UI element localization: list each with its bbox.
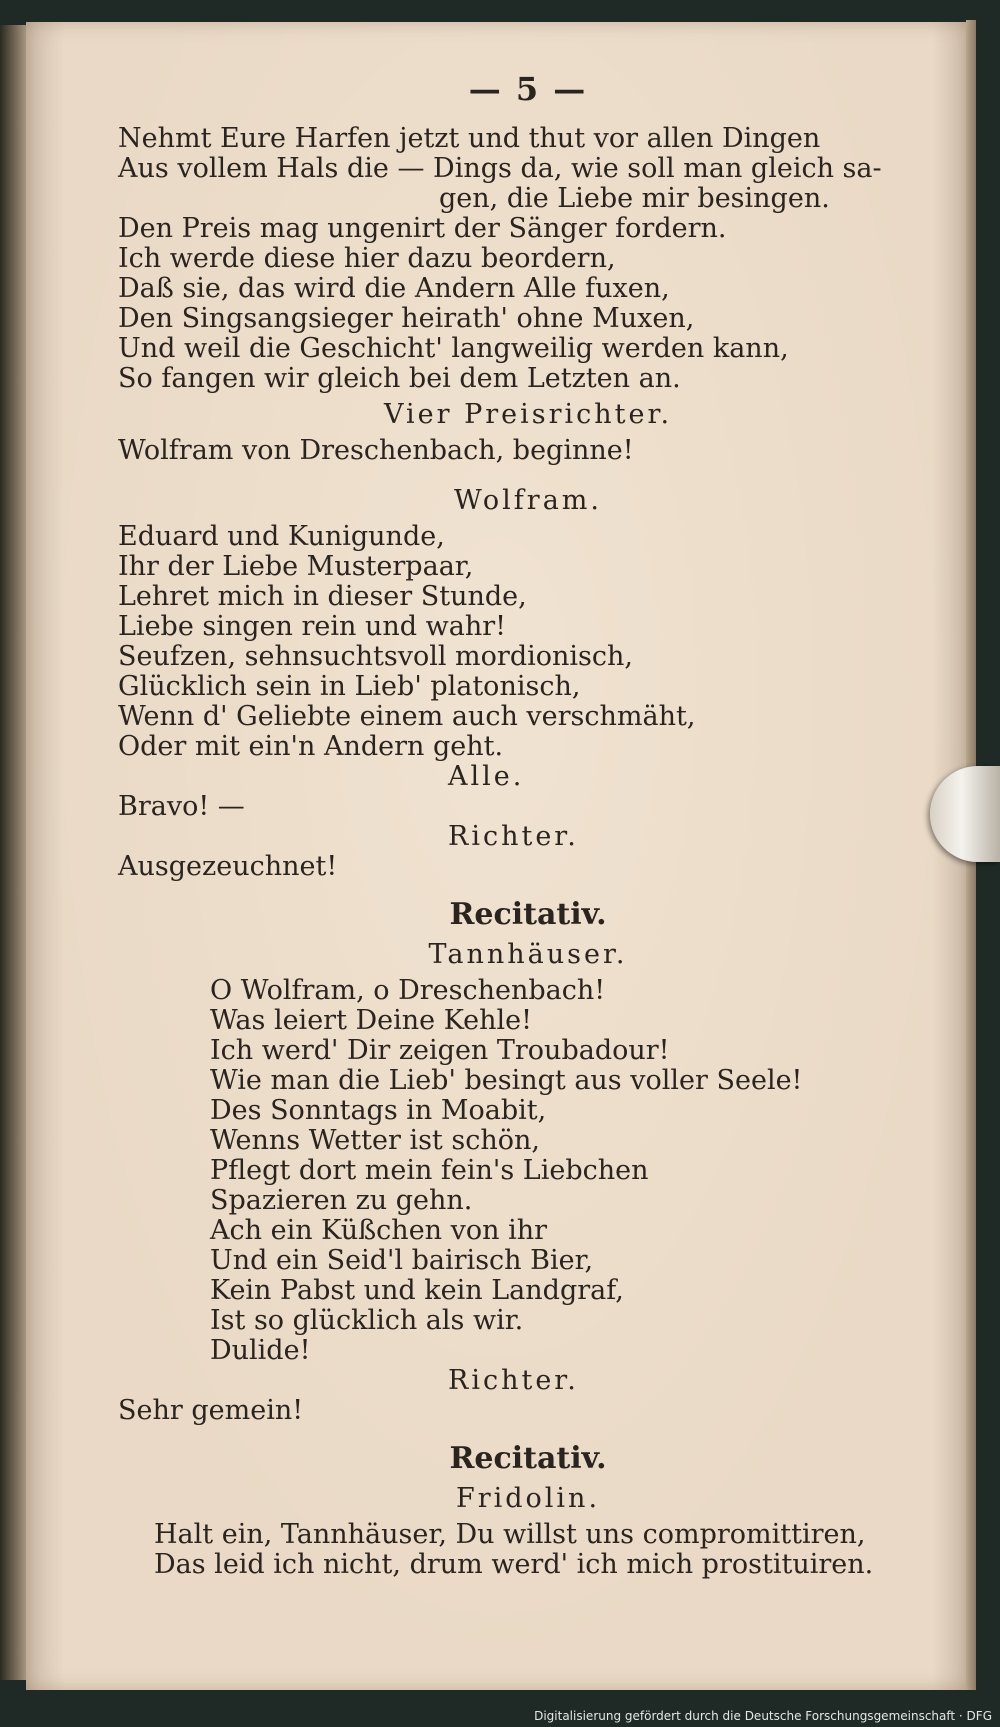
- recitativ-heading: Recitativ.: [449, 1441, 607, 1476]
- text-line: Den Preis mag ungenirt der Sänger fordern.: [118, 213, 727, 244]
- text-line: Ich werde diese hier dazu beordern,: [118, 243, 616, 274]
- speaker-heading: Richter.: [448, 1365, 579, 1396]
- digitization-credit: Digitalisierung gefördert durch die Deutsche Forschungsgemeinschaft · DFG: [534, 1709, 992, 1723]
- verse-line: Halt ein, Tannhäuser, Du willst uns compromittiren,: [154, 1519, 866, 1550]
- verse-line: Wenns Wetter ist schön,: [210, 1125, 540, 1156]
- speaker-heading: Richter.: [448, 821, 579, 852]
- verse-line: Glücklich sein in Lieb' platonisch,: [118, 671, 581, 702]
- verse-line: Ich werd' Dir zeigen Troubadour!: [210, 1035, 670, 1066]
- page-number: — 5 —: [468, 70, 588, 108]
- verse-line: Ihr der Liebe Musterpaar,: [118, 551, 474, 582]
- verse-line: Dulide!: [210, 1335, 311, 1366]
- speech-line: Sehr gemein!: [118, 1395, 304, 1426]
- verse-line: Was leiert Deine Kehle!: [210, 1005, 532, 1036]
- verse-line: Lehret mich in dieser Stunde,: [118, 581, 527, 612]
- page-text: [118, 60, 938, 1580]
- speaker-heading: Fridolin.: [455, 1483, 601, 1514]
- verse-line: Liebe singen rein und wahr!: [118, 611, 506, 642]
- speaker-heading: Wolfram.: [454, 485, 602, 516]
- speaker-heading: Vier Preisrichter.: [383, 399, 673, 430]
- speech-line: Wolfram von Dreschenbach, beginne!: [118, 435, 634, 466]
- verse-line: Wenn d' Geliebte einem auch verschmäht,: [118, 701, 696, 732]
- verse-line: Ist so glücklich als wir.: [210, 1305, 524, 1336]
- verse-line: Ach ein Küßchen von ihr: [210, 1215, 548, 1246]
- speaker-heading: Tannhäuser.: [428, 939, 628, 970]
- verse-line: O Wolfram, o Dreschenbach!: [210, 975, 606, 1006]
- text-line: Und weil die Geschicht' langweilig werden kann,: [118, 333, 789, 364]
- text-line: Aus vollem Hals die — Dings da, wie soll man gleich sa-: [118, 153, 882, 184]
- speech-line: Bravo! —: [118, 791, 245, 822]
- verse-line: Wie man die Lieb' besingt aus voller Seele!: [210, 1065, 803, 1096]
- verse-line: Pflegt dort mein fein's Liebchen: [210, 1155, 649, 1186]
- verse-line: Oder mit ein'n Andern geht.: [118, 731, 504, 762]
- verse-line: Das leid ich nicht, drum werd' ich mich prostituiren.: [154, 1549, 874, 1580]
- speech-line: Ausgezeuchnet!: [118, 851, 338, 882]
- text-line-continuation: gen, die Liebe mir besingen.: [439, 183, 830, 214]
- text-line: Daß sie, das wird die Andern Alle fuxen,: [118, 273, 670, 304]
- verse-line: Seufzen, sehnsuchtsvoll mordionisch,: [118, 641, 633, 672]
- text-line: So fangen wir gleich bei dem Letzten an.: [118, 363, 681, 394]
- verse-line: Kein Pabst und kein Landgraf,: [210, 1275, 624, 1306]
- verse-line: Spazieren zu gehn.: [210, 1185, 473, 1216]
- verse-line: Und ein Seid'l bairisch Bier,: [210, 1245, 594, 1276]
- verse-line: Eduard und Kunigunde,: [118, 521, 445, 552]
- text-line: Den Singsangsieger heirath' ohne Muxen,: [118, 303, 695, 334]
- text-line: Nehmt Eure Harfen jetzt und thut vor allen Dingen: [118, 123, 821, 154]
- recitativ-heading: Recitativ.: [449, 897, 607, 932]
- verse-line: Des Sonntags in Moabit,: [210, 1095, 547, 1126]
- speaker-heading: Alle.: [448, 761, 525, 792]
